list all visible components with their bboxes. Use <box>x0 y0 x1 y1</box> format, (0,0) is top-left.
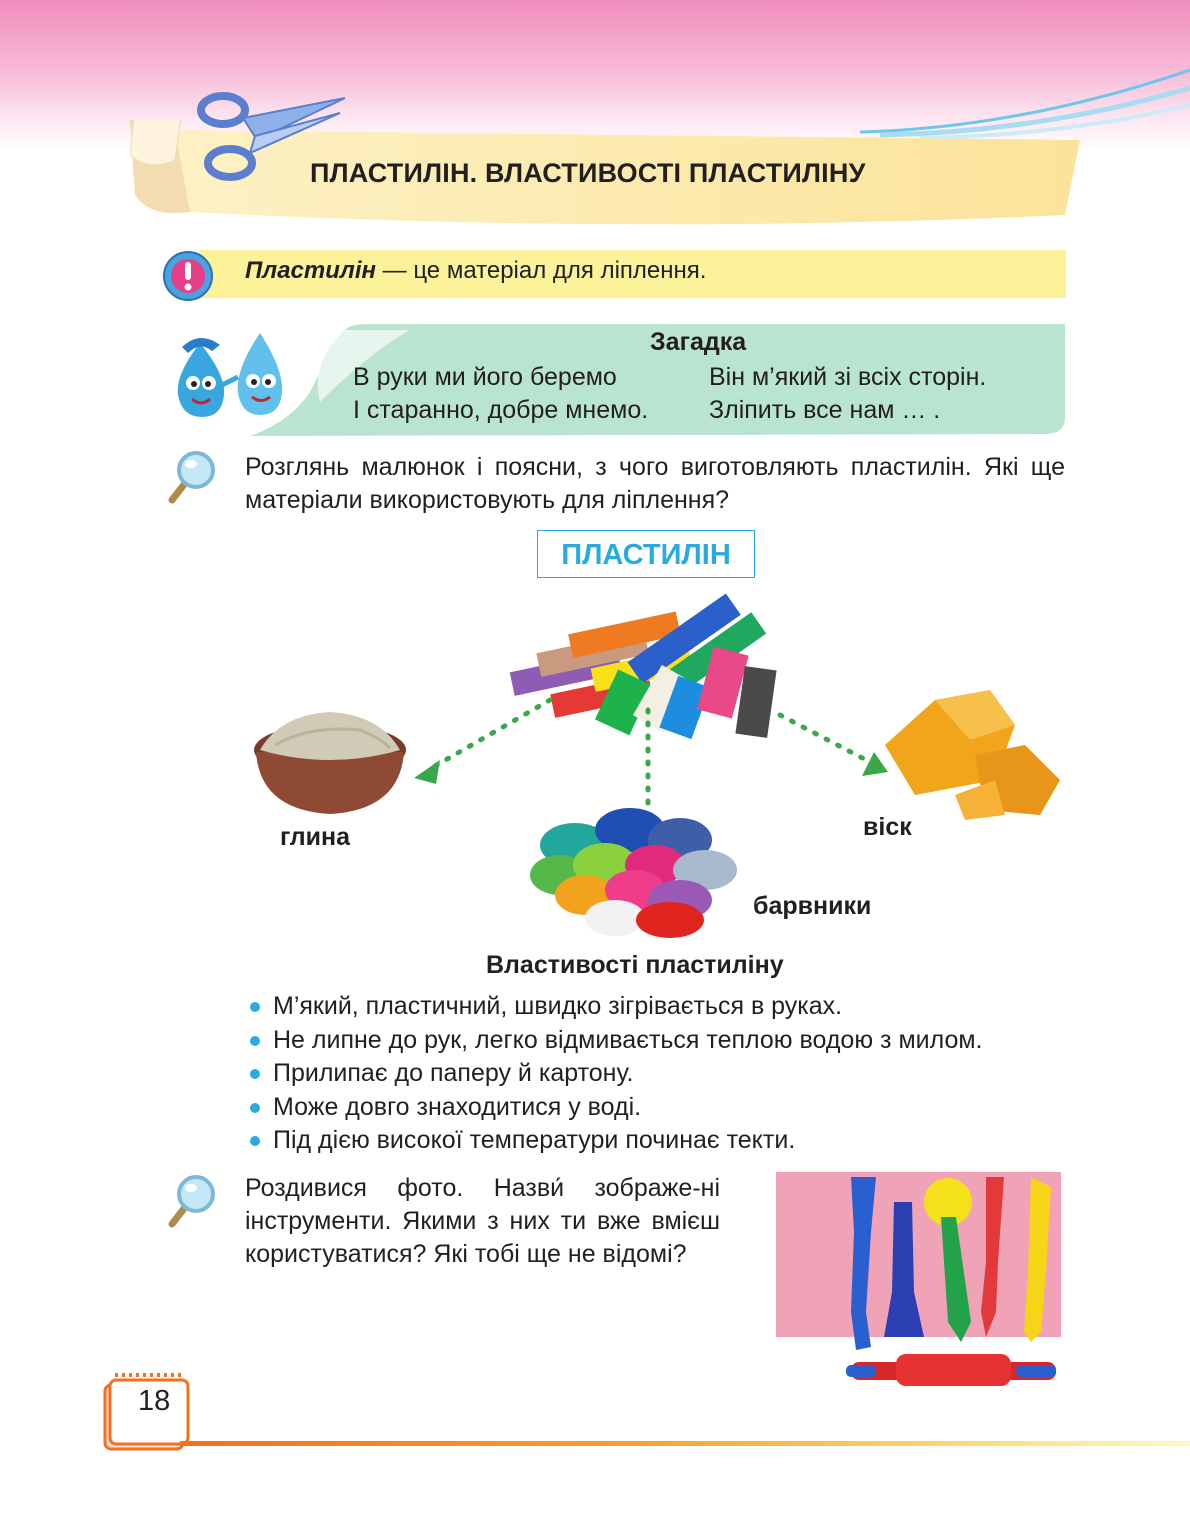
riddle-line: І старанно, добре мнемо. <box>353 396 649 424</box>
modeling-tools-photo <box>776 1172 1061 1392</box>
definition-term: Пластилін <box>245 257 376 284</box>
footer-line <box>180 1441 1190 1446</box>
list-item: Під дією високої температури починає текти. <box>248 1124 983 1158</box>
magnifier-icon <box>160 448 220 508</box>
definition-text <box>245 257 706 285</box>
definition-body: — це матеріал для ліплення. <box>375 257 707 284</box>
list-item: Не липне до рук, легко відмивається теплою водою з милом. <box>248 1024 983 1058</box>
diagram-item-label: барвники <box>753 892 872 920</box>
riddle-line: В руки ми його беремо <box>353 363 617 391</box>
diagram-center-label: ПЛАСТИЛІН <box>537 530 755 578</box>
page-title: ПЛАСТИЛІН. ВЛАСТИВОСТІ ПЛАСТИЛІНУ <box>310 158 866 188</box>
page-number: 18 <box>138 1385 171 1417</box>
properties-title: Властивості пластиліну <box>486 951 784 979</box>
list-item: Прилипає до паперу й картону. <box>248 1057 983 1091</box>
exclamation-icon <box>162 250 214 302</box>
wax-pieces-image <box>875 685 1065 825</box>
question-tools: Роздивися фото. Назви́ зображе-ні інструменти. Якими з них ти вже вмієш користуватися? Які тобі ще не відомі? <box>245 1174 720 1268</box>
riddle-line: Він м’який зі всіх сторін. <box>709 363 987 391</box>
diagram-item-label: віск <box>863 813 912 841</box>
riddle-title: Загадка <box>650 328 747 356</box>
water-drop-characters-icon <box>160 325 300 420</box>
clay-bowl-image <box>250 710 410 820</box>
pigment-powders-image <box>530 800 750 940</box>
properties-list <box>248 990 983 1158</box>
list-item: М’який, пластичний, швидко зігрівається в руках. <box>248 990 983 1024</box>
question-composition: Розглянь малюнок і поясни, з чого виготовляють пластилін. Які ще матеріали використовують для ліплення? <box>245 453 1065 514</box>
list-item: Може довго знаходитися у воді. <box>248 1091 983 1125</box>
diagram-item-label: глина <box>280 823 351 851</box>
riddle-line: Зліпить все нам … . <box>709 396 941 424</box>
magnifier-icon <box>160 1172 220 1232</box>
